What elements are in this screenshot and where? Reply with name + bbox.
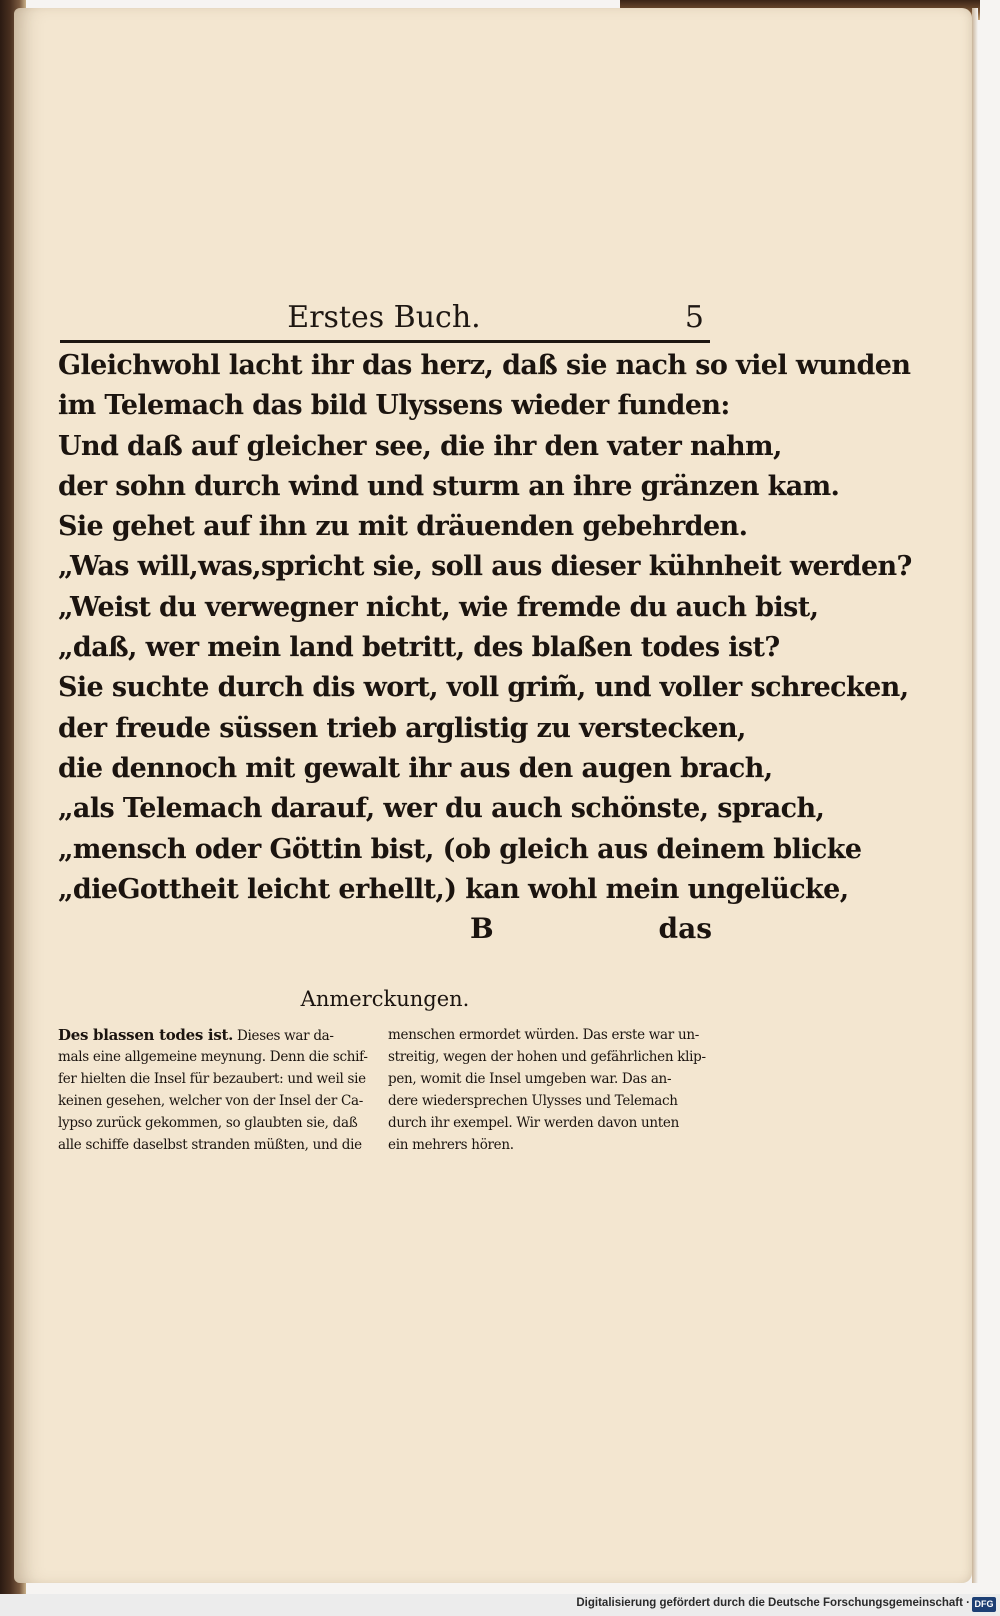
page-number: 5 bbox=[684, 300, 704, 335]
note-line: dere wiedersprechen Ulysses und Telemach bbox=[388, 1093, 678, 1109]
notes-column-left bbox=[58, 1024, 376, 1156]
verse-line: im Telemach das bild Ulyssens wieder funden: bbox=[58, 390, 730, 422]
verse-line: Gleichwohl lacht ihr das herz, daß sie nach so viel wunden bbox=[58, 350, 911, 381]
note-line bbox=[58, 1024, 376, 1046]
signature-catchword-row bbox=[58, 912, 712, 956]
verse-line: „Was will,was,spricht sie, soll aus dieser kühnheit werden? bbox=[58, 551, 912, 583]
running-head: Erstes Buch. bbox=[287, 300, 481, 335]
note-line: alle schiffe daselbst stranden müßten, und die bbox=[58, 1137, 362, 1153]
verse-line: der sohn durch wind und sturm an ihre gränzen kam. bbox=[58, 470, 840, 502]
note-line: mals eine allgemeine meynung. Denn die schif- bbox=[58, 1049, 368, 1065]
verse-line: der freude süssen trieb arglistig zu verstecken, bbox=[58, 712, 746, 744]
note-line: durch ihr exempel. Wir werden davon unten bbox=[388, 1115, 679, 1131]
note-line: pen, womit die Insel umgeben war. Das an- bbox=[388, 1071, 672, 1087]
verse-line: Und daß auf gleicher see, die ihr den vater nahm, bbox=[58, 430, 782, 462]
catchword: das bbox=[658, 912, 712, 945]
dfg-logo-icon: DFG bbox=[972, 1597, 996, 1612]
note-line: lypso zurück gekommen, so glaubten sie, daß bbox=[58, 1115, 358, 1131]
note-lemma: Des blassen todes ist. bbox=[58, 1026, 234, 1044]
verse-line: „mensch oder Göttin bist, (ob gleich aus deinem blicke bbox=[58, 833, 862, 865]
verse-line: Sie gehet auf ihn zu mit dräuenden gebehrden. bbox=[58, 511, 748, 543]
notes-column-right bbox=[388, 1024, 706, 1156]
signature-mark: B bbox=[470, 912, 494, 945]
funding-credit: Digitalisierung gefördert durch die Deutsche Forschungsgemeinschaft · bbox=[576, 1597, 970, 1609]
verse-line: „als Telemach darauf, wer du auch schönste, sprach, bbox=[58, 793, 825, 825]
note-line: streitig, wegen der hohen und gefährlichen klip- bbox=[388, 1049, 706, 1065]
verse-line: Sie suchte durch dis wort, voll grim̃, und voller schrecken, bbox=[58, 672, 909, 704]
page-edge-shadow bbox=[972, 8, 978, 1583]
note-line: menschen ermordet würden. Das erste war un- bbox=[388, 1027, 699, 1043]
verse-line: „daß, wer mein land betritt, des blaßen todes ist? bbox=[58, 632, 780, 664]
note-line: fer hielten die Insel für bezaubert: und weil sie bbox=[58, 1071, 366, 1087]
verse-line: die dennoch mit gewalt ihr aus den augen brach, bbox=[58, 752, 773, 784]
verse-line: „Weist du verwegner nicht, wie fremde du auch bist, bbox=[58, 591, 819, 623]
verse-block bbox=[58, 346, 912, 910]
note-text: Dieses war da- bbox=[233, 1028, 334, 1044]
notes-heading: Anmerckungen. bbox=[300, 987, 470, 1011]
page-header bbox=[58, 300, 710, 340]
header-rule bbox=[60, 340, 710, 343]
verse-line: „dieGottheit leicht erhellt,) kan wohl mein ungelücke, bbox=[58, 873, 849, 905]
note-line: ein mehrers hören. bbox=[388, 1137, 514, 1153]
note-line: keinen gesehen, welcher von der Insel der Ca- bbox=[58, 1093, 364, 1109]
